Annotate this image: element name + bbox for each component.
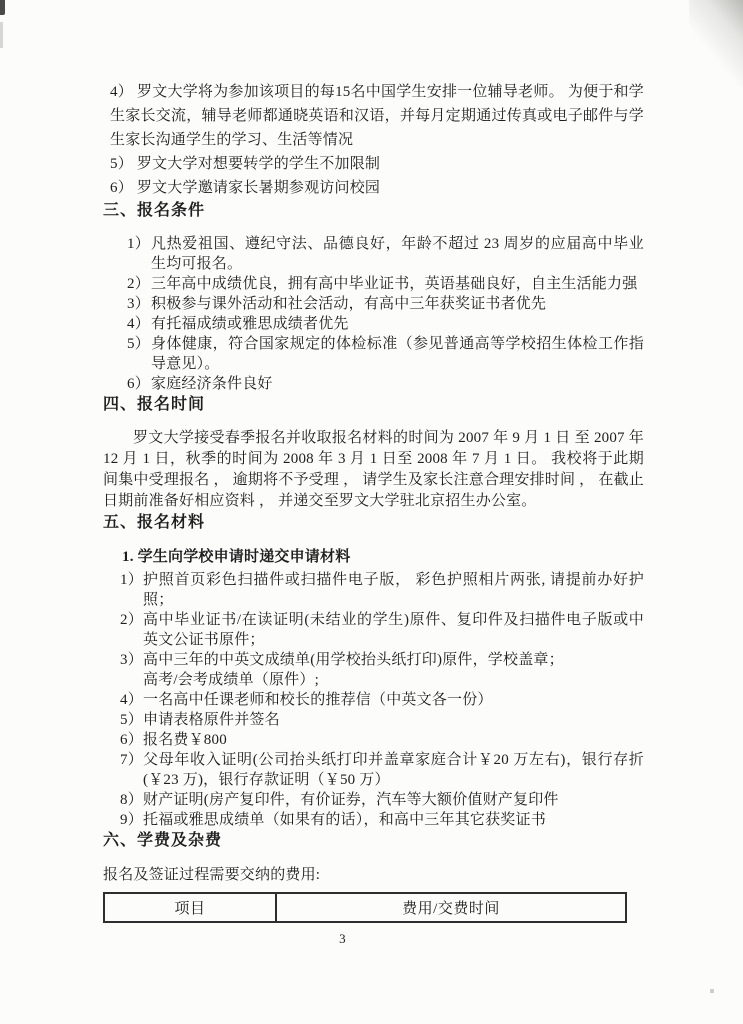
item-text: 财产证明(房产复印件，有价证券，汽车等大额价值财产复印件 <box>143 792 559 808</box>
list-item <box>110 152 644 176</box>
item-number: 5） <box>127 336 150 352</box>
item-text: 父母年收入证明(公司抬头纸打印并盖章家庭合计￥20 万左右)，银行存折(￥23 万)，银行存款证明（￥50 万） <box>143 752 644 788</box>
fees-table-header-fee: 费用/交费时间 <box>276 893 626 922</box>
item-text: 罗文大学将为参加该项目的每15名中国学生安排一位辅导老师。 为便于和学生家长交流，辅导老师都通晓英语和汉语，并每月定期通过传真或电子邮件与学生家长沟通学生的学习、生活等情况 <box>110 84 644 148</box>
item-number: 6） <box>127 376 150 392</box>
list-item <box>127 314 644 334</box>
item-number: 5） <box>110 156 133 172</box>
page-number: 3 <box>339 931 346 946</box>
item-number: 2） <box>120 612 143 628</box>
item-text: 三年高中成绩优良，拥有高中毕业证书，英语基础良好，自主生活能力强 <box>151 276 638 292</box>
item-number: 1） <box>120 572 143 588</box>
list-item <box>120 570 644 610</box>
materials-subheading: 1. 学生向学校申请时递交申请材料 <box>122 549 351 565</box>
item-text: 报名费￥800 <box>143 732 227 748</box>
list-item <box>120 650 644 690</box>
item-text-line2: 高考/会考成绩单（原件）; <box>143 672 319 688</box>
item-text-line1: 高中三年的中英文成绩单(用学校抬头纸打印)原件，学校盖章； <box>143 652 564 668</box>
item-text: 有托福成绩或雅思成绩者优先 <box>151 316 349 332</box>
item-text: 积极参与课外活动和社会活动，有高中三年获奖证书者优先 <box>151 296 547 312</box>
list-item <box>127 274 644 294</box>
item-text: 罗文大学对想要转学的学生不加限制 <box>136 156 381 172</box>
item-number: 6） <box>110 180 133 196</box>
scan-artifact-dot <box>710 989 714 993</box>
item-number: 4） <box>120 692 143 708</box>
list-item <box>120 690 644 710</box>
fees-table <box>103 892 627 923</box>
item-text: 申请表格原件并签名 <box>143 712 280 728</box>
item-text <box>143 650 644 690</box>
fees-intro: 报名及签证过程需要交纳的费用: <box>103 867 321 883</box>
list-item <box>127 334 644 374</box>
item-text: 罗文大学邀请家长暑期参观访问校园 <box>136 180 381 196</box>
scan-artifact-top-right <box>689 0 743 86</box>
item-text: 高中毕业证书/在读证明(未结业的学生)原件、复印件及扫描件电子版或中英文公证书原件； <box>143 612 644 648</box>
item-text: 一名高中任课老师和校长的推荐信（中英文各一份） <box>143 692 493 708</box>
conditions-list <box>127 234 644 394</box>
section-heading-schedule: 四、报名时间 <box>103 396 206 413</box>
list-item <box>127 374 644 394</box>
item-number: 3） <box>120 652 143 668</box>
list-item <box>110 176 644 200</box>
item-number: 5） <box>120 712 143 728</box>
list-item <box>120 610 644 650</box>
materials-list <box>120 570 644 830</box>
section-heading-materials: 五、报名材料 <box>103 514 206 531</box>
fees-table-header-item: 项目 <box>104 893 276 922</box>
prelude-list <box>110 80 644 200</box>
scan-artifact-left-edge <box>0 22 3 48</box>
item-number: 2） <box>127 276 150 292</box>
item-text: 身体健康，符合国家规定的体检标准（参见普通高等学校招生体检工作指导意见）。 <box>151 336 644 372</box>
item-number: 4） <box>110 84 133 100</box>
list-item <box>120 750 644 790</box>
section-heading-fees: 六、学费及杂费 <box>103 832 223 849</box>
item-text: 托福或雅思成绩单（如果有的话），和高中三年其它获奖证书 <box>143 812 546 828</box>
item-number: 1） <box>127 236 150 252</box>
item-number: 3） <box>127 296 150 312</box>
item-number: 6） <box>120 732 143 748</box>
section-heading-conditions: 三、报名条件 <box>103 202 206 219</box>
item-text: 护照首页彩色扫描件或扫描件电子版， 彩色护照相片两张, 请提前办好护照； <box>143 572 644 608</box>
list-item <box>127 234 644 274</box>
list-item <box>110 80 644 152</box>
list-item <box>127 294 644 314</box>
item-text: 家庭经济条件良好 <box>151 376 273 392</box>
list-item <box>120 810 644 830</box>
item-number: 9） <box>120 812 143 828</box>
item-text: 凡热爱祖国、遵纪守法、品德良好，年龄不超过 23 周岁的应届高中毕业生均可报名。 <box>151 236 644 272</box>
list-item <box>120 730 644 750</box>
list-item <box>120 710 644 730</box>
scan-artifact-top-left <box>0 0 5 15</box>
item-number: 4） <box>127 316 150 332</box>
item-number: 7） <box>120 752 143 768</box>
list-item <box>120 790 644 810</box>
fees-table-header-row <box>104 893 626 922</box>
item-number: 8） <box>120 792 143 808</box>
schedule-paragraph: 罗文大学接受春季报名并收取报名材料的时间为 2007 年 9 月 1 日 至 2007 年 12 月 1 日，秋季的时间为 2008 年 3 月 1 日至 2008 年 7 月 1 日。 我校将于此期间集中受理报名 ， 逾期将不予受理 ， 请学生及家长注意合理安排时间 ， 在截止日期前准备好相应资料 ， 并递交至罗文大学驻北京招生办公室。 <box>103 430 644 509</box>
